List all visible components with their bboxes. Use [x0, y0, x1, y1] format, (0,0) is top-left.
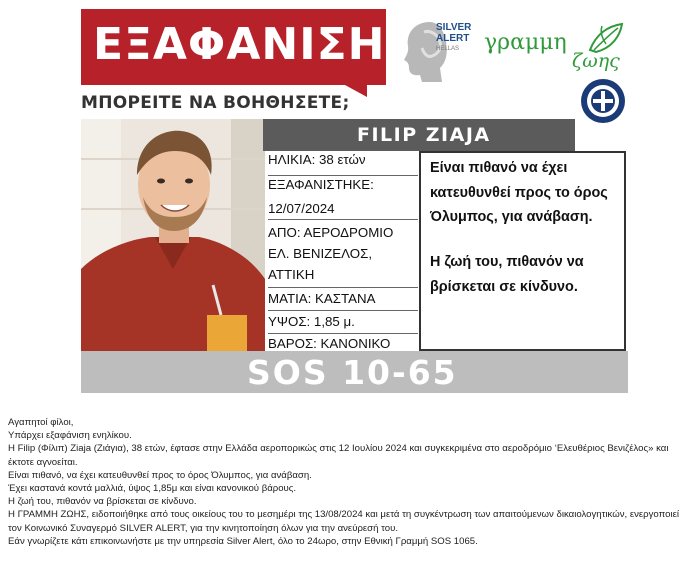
divider: [268, 310, 418, 311]
divider: [268, 175, 418, 176]
weight-line: ΒΑΡΟΣ: ΚΑΝΟΝΙΚΟ: [268, 336, 391, 351]
disappeared-date: 12/07/2024: [268, 201, 335, 216]
age-line: ΗΛΙΚΙΑ: 38 ετών: [268, 152, 366, 167]
eyes-line: ΜΑΤΙΑ: ΚΑΣΤΑΝΑ: [268, 291, 376, 306]
body-paragraph: έκτοτε αγνοείται.: [8, 456, 78, 468]
silver-alert-logo: [400, 18, 478, 82]
body-paragraph: τον Κοινωνικό Συναγερμό SILVER ALERT, για την κινητοποίηση όλων για την ανεύρεσή του.: [8, 522, 399, 534]
sos-bar: [81, 351, 628, 393]
message-line-4: Η ζωή του, πιθανόν να: [430, 254, 584, 270]
body-paragraph: Η ζωή του, πιθανόν να βρίσκεται σε κίνδυνο.: [8, 496, 197, 508]
disappeared-label: ΕΞΑΦΑΝΙΣΤΗΚΕ:: [268, 177, 374, 192]
message-line-2: κατευθυνθεί προς το όρος: [430, 185, 608, 201]
divider: [268, 287, 418, 288]
body-paragraph: Έχει καστανά κοντά μαλλιά, ύψος 1,85μ και είναι κανονικού βάρους.: [8, 483, 297, 495]
body-text: [8, 416, 693, 548]
divider: [268, 333, 418, 334]
silver-alert-text: [436, 22, 471, 55]
missing-person-photo: [81, 119, 265, 351]
poster-title: ΕΞΑΦΑΝΙΣΗ: [93, 19, 386, 70]
poster-subtitle: ΜΠΟΡΕΙΤΕ ΝΑ ΒΟΗΘΗΣΕΤΕ;: [81, 93, 350, 113]
message-line-3: Όλυμπος, για ανάβαση.: [430, 209, 593, 225]
from-line-3: ΑΤΤΙΚΗ: [268, 267, 315, 282]
body-paragraph: Είναι πιθανό, να έχει κατευθυνθεί προς το όρος Όλυμπος, για ανάβαση.: [8, 469, 312, 481]
height-line: ΥΨΟΣ: 1,85 μ.: [268, 314, 355, 329]
title-banner: [81, 9, 386, 85]
body-paragraph: Η Filip (Φίλιπ) Ziaja (Ζιάγια), 38 ετών, έφτασε στην Ελλάδα αεροπορικώς στις 12 Ιουλίου 2024 και συγκεκριμένα στο αεροδρόμιο ‘Ελευθέριος Βενιζέλος» και: [8, 443, 669, 455]
silver-alert-word1: SILVER: [436, 22, 472, 33]
leaf-icon: [586, 20, 626, 56]
zois-word: ζωης: [572, 50, 620, 72]
name-bar: [263, 119, 575, 151]
body-paragraph: Αγαπητοί φίλοι,: [8, 417, 74, 428]
message-line-5: βρίσκεται σε κίνδυνο.: [430, 279, 578, 295]
message-box: [419, 151, 626, 351]
police-emblem-icon: [580, 78, 626, 124]
body-paragraph: Η ΓΡΑΜΜΗ ΖΩΗΣ, ειδοποιήθηκε από τους οικείους του το μεσημέρι της 13/08/2024 και μετά τη συγκέντρωση των απαιτούμενων δικαιολογητικών, ενεργοποιεί: [8, 509, 679, 521]
person-name: FILIP ZIAJA: [357, 124, 491, 146]
body-paragraph: Εάν γνωρίζετε κάτι επικοινωνήστε με την υπηρεσία Silver Alert, όλο το 24ωρο, στην Εθνική Γραμμή SOS 1065.: [8, 535, 478, 547]
body-paragraph: Υπάρχει εξαφάνιση ενηλίκου.: [8, 430, 132, 442]
grammi-word: γραμμη: [484, 30, 567, 55]
divider: [268, 219, 418, 220]
sos-number: SOS 10-65: [247, 353, 458, 392]
message-line-1: Είναι πιθανό να έχει: [430, 160, 568, 176]
grammi-zois-logo: [484, 30, 620, 72]
silver-alert-word2: ALERT: [436, 33, 470, 44]
silver-alert-word3: HELLAS: [436, 46, 460, 52]
from-line-2: ΕΛ. ΒΕΝΙΖΕΛΟΣ,: [268, 246, 373, 261]
from-line-1: ΑΠΟ: ΑΕΡΟΔΡΟΜΙΟ: [268, 225, 394, 240]
